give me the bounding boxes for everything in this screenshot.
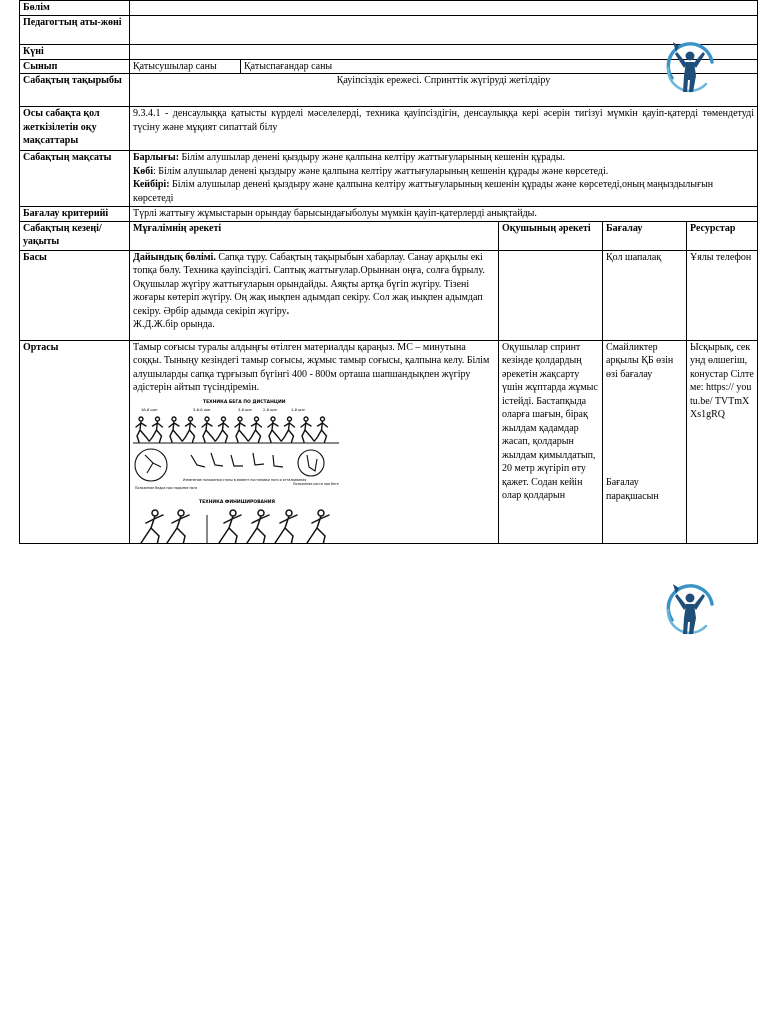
- figure-title-top: ТЕХНИКА БЕГА ПО ДИСТАНЦИИ: [203, 399, 286, 405]
- objectives-label: Осы сабақта қол жеткізілетін оқу мақсаттары: [20, 107, 130, 151]
- goal-all: [133, 151, 754, 165]
- finishing-runner-figure: [275, 510, 297, 543]
- runner-figure: [150, 417, 163, 442]
- date-label: Күні: [20, 45, 130, 60]
- hand-detail-figure: [307, 455, 317, 471]
- goal-most: [133, 165, 754, 179]
- figure-phase-2: 3-й-й шаг: [193, 407, 212, 412]
- start-teacher-action: [130, 250, 499, 340]
- figure-phase-1: 1й-й шаг: [141, 407, 158, 412]
- runner-figure: [202, 417, 215, 442]
- middle-stage: Ортасы: [20, 340, 130, 543]
- goals-value: [130, 151, 758, 207]
- runner-figure: [216, 417, 229, 442]
- criteria-label: Бағалау критерийі: [20, 207, 130, 222]
- row-date: [20, 45, 758, 60]
- finishing-runner-figure: [247, 510, 269, 543]
- figure-title-bottom: ТЕХНИКА ФИНИШИРОВАНИЯ: [199, 499, 275, 505]
- start-teacher-text: Сапқа тұру. Сабақтың тақырыбын хабарлау. Санау арқылы екі топқа бөлу. Техника қауіпсіздігі. Саптық жаттығулар.Орыннан оңға, солға бұрылу. Оқушылар жүгіру жаттығуларын орындайды. Аяқты артқа бүгіп жүгіру. Тізені жоғары көтеріп жүгіру. Оң жақ иықпен адымдап секіру. Сол жақ иықпен адымдап секіру. Әрбір адымда секіріп жүгіру: [133, 251, 485, 317]
- figure-phase-5: 1-й шаг: [291, 407, 306, 412]
- figure-phase-3: 3-й шаг: [238, 407, 253, 412]
- runner-figure: [249, 417, 262, 442]
- person-with-torch-logo-icon-lower: [660, 580, 720, 636]
- objectives-value: 9.3.4.1 - денсаулыққа қатысты күрделі мәселелерді, техника қауіпсіздігін, денсаулыққа кері әсерін тигізуі мүмкін қауіп-қатерді төмендетуді түсіну және мұқият сипаттай білу: [130, 107, 758, 151]
- finishing-runner-figure: [167, 510, 189, 543]
- row-objectives: [20, 107, 758, 151]
- start-resources: Ұялы телефон: [687, 250, 758, 340]
- goal-all-label: Барлығы:: [133, 152, 180, 163]
- lesson-plan-table: [19, 0, 758, 544]
- goal-most-label: Көбі: [133, 165, 154, 177]
- figure-phase-labels: [141, 408, 306, 412]
- row-goals: [20, 151, 758, 207]
- middle-resources: [687, 340, 758, 543]
- present-count-label: Қатысушылар саны: [130, 60, 241, 74]
- middle-assessment-bottom: Бағалау парақшасын: [606, 477, 659, 502]
- middle-teacher-action: [130, 340, 499, 543]
- topic-label: Сабақтың тақырыбы: [20, 74, 130, 107]
- foot-sequence: [191, 453, 283, 467]
- runner-figure: [136, 417, 149, 442]
- start-teacher-tail: Ж.Д.Ж.бір орында.: [133, 319, 215, 330]
- finishing-runner-figure: [141, 510, 163, 543]
- start-teacher-dot: .: [286, 305, 290, 317]
- goal-most-text: : Білім алушылар денені қыздыру және қалпына келтіру жаттығуларының кешенін құрады және көрсетеді.: [153, 165, 609, 177]
- start-stage: Басы: [20, 250, 130, 340]
- detail-circles: [135, 449, 324, 481]
- row-stage-header: [20, 221, 758, 250]
- person-with-torch-logo-icon: [660, 38, 720, 94]
- row-topic: [20, 74, 758, 107]
- header-resources: Ресурстар: [687, 221, 758, 250]
- figure-captions: [135, 478, 339, 490]
- middle-student-action: [499, 340, 603, 543]
- goal-some-text: Білім алушылар денені қыздыру және қалпына келтіру жаттығуларының кешенін құрады және көрсетеді,оның маңыздылығын көрсетеді: [133, 179, 714, 204]
- header-assessment: Бағалау: [603, 221, 687, 250]
- header-teacher-action: Мұғалімнің әрекеті: [130, 221, 499, 250]
- header-student-action: Оқушының әрекеті: [499, 221, 603, 250]
- topic-value: Қауіпсіздік ережесі. Спринттік жүгіруді жетілдіру: [130, 74, 758, 107]
- start-teacher-lead: Дайындық бөлімі.: [133, 251, 216, 263]
- runner-figure: [235, 417, 248, 442]
- figure-caption-foot: Изменение положения стопы в момент постановки ноги и отталкивания: [183, 477, 307, 482]
- figure-caption-hip: Положение бедра при подъеме ноги: [135, 485, 198, 490]
- criteria-value: Түрлі жаттығу жұмыстарын орындау барысындағыболуы мүмкін қауіп-қатерлерді анықтайды.: [130, 207, 758, 222]
- runner-figure: [268, 417, 281, 442]
- hip-detail-figure: [145, 455, 161, 473]
- sprint-technique-figure: [133, 397, 341, 543]
- finishing-runner-figure: [307, 510, 329, 543]
- runner-figure: [282, 417, 295, 442]
- section-label: Бөлім: [20, 1, 130, 16]
- middle-teacher-text: Тамыр соғысы туралы алдыңғы өтілген материалды қараңыз. МС – минутына соққы. Тыныңу кезіндегі тамыр соғысы, жұмыс тамыр соғысы, қалпына келу. Білім алушыларды сапқа тұрғызып бүгінгі 400 - 800м орташа шапшандықпен жүгіру әдістерін айтып түсіндіремін.: [133, 341, 490, 393]
- row-class: [20, 59, 758, 74]
- row-criteria: [20, 207, 758, 222]
- row-section: [20, 1, 758, 16]
- middle-resources-text: Ысқырық, секунд өлшегіш, конустар Сілтеме: https:// youtu.be/ TVTmXXs1gRQ: [690, 341, 754, 420]
- runner-figure: [301, 417, 314, 442]
- goals-label: Сабақтың мақсаты: [20, 151, 130, 207]
- finishing-runner-figure: [219, 510, 241, 543]
- start-student-action: [499, 250, 603, 340]
- absent-count-label: Қатыспағандар саны: [244, 60, 333, 72]
- runner-sequence: [136, 417, 328, 442]
- class-label: Сынып: [20, 59, 130, 74]
- start-assessment: Қол шапалақ: [603, 250, 687, 340]
- runner-figure: [169, 417, 182, 442]
- runner-figure: [315, 417, 328, 442]
- middle-student-text: Оқушылар спринт кезінде қолдардың әрекетін жақсарту үшін жұптарда жұмыс істейді. Бастапқыда оларға шағын, бірақ жылдам қадамдар жасап, қолдарын жылдам қимылдатып, 20 метр жүгіріп өту қажет. Содан кейін олар қолдарын: [502, 341, 598, 501]
- middle-assessment: [603, 340, 687, 543]
- figure-caption-hand: Положение кисти при беге: [293, 481, 339, 486]
- runner-figure: [183, 417, 196, 442]
- goal-all-text: Білім алушылар денені қыздыру және қалпына келтіру жаттығуларының кешенін құрады.: [179, 152, 565, 163]
- row-middle: [20, 340, 758, 543]
- section-value: [130, 1, 758, 16]
- header-stage: Сабақтың кезеңі/ уақыты: [20, 221, 130, 250]
- teacher-label: Педагогтың аты-жөні: [20, 16, 130, 45]
- row-teacher: [20, 16, 758, 45]
- goal-some-label: Кейбірі:: [133, 179, 170, 190]
- goal-some: [133, 178, 754, 205]
- figure-phase-4: 2-й шаг: [263, 407, 278, 412]
- hand-detail-circle: [298, 450, 324, 476]
- hip-detail-circle: [135, 449, 167, 481]
- finish-sequence: [141, 510, 329, 543]
- middle-assessment-top: Смайликтер арқылы ҚБ өзін өзі бағалау: [606, 341, 674, 380]
- row-start: [20, 250, 758, 340]
